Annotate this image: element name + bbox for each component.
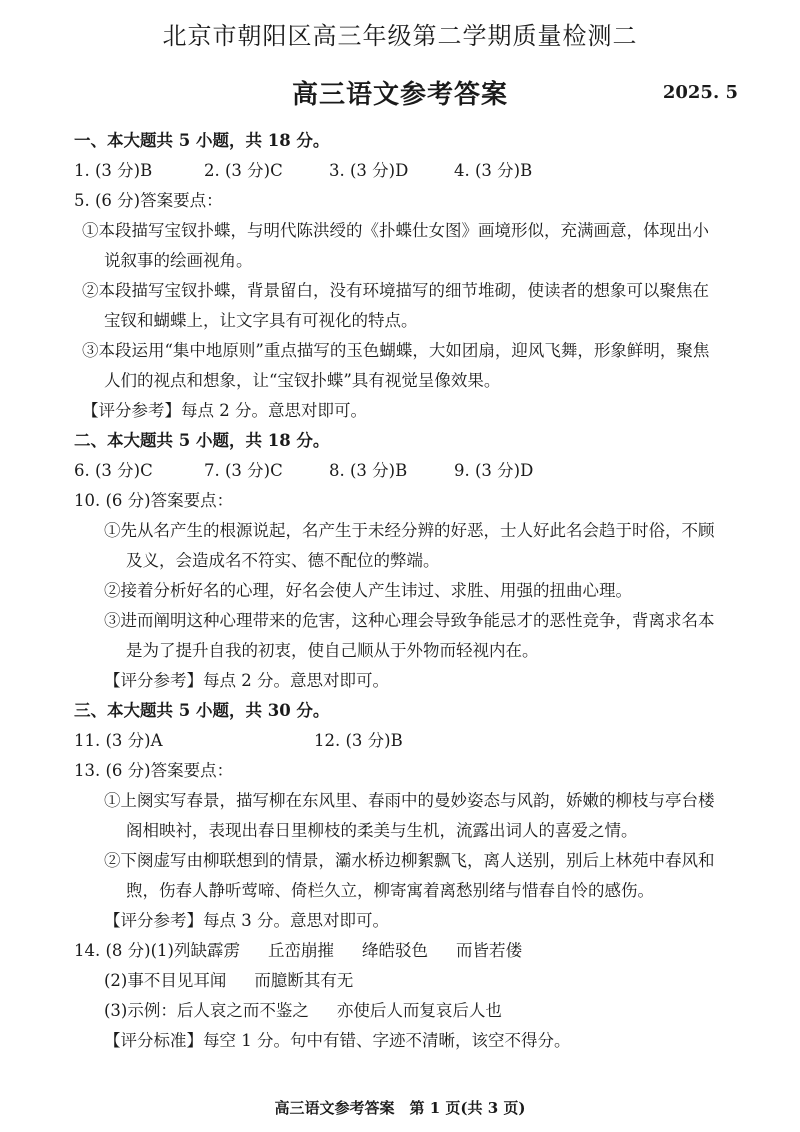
answer-q7: 7. (3 分)C [204, 461, 283, 480]
section-1-answers [74, 156, 768, 186]
q14-blank4: 而皆若偻 [455, 941, 522, 960]
answer-q6: 6. (3 分)C [74, 461, 153, 480]
q14-blank7: (3)示例：后人哀之而不鉴之 [104, 1001, 309, 1020]
q14-blank8: 亦使后人而复哀后人也 [336, 1001, 502, 1020]
answer-q3: 3. (3 分)D [329, 161, 409, 180]
section-1-title: 一、本大题共 5 小题，共 18 分。 [74, 131, 330, 150]
q5-heading: 5. (6 分)答案要点： [74, 191, 223, 210]
q10-point1-line1: ①先从名产生的根源说起，名产生于未经分辨的好恶，士人好此名会趋于时俗，不顾 [104, 521, 715, 540]
q13-scoring-note: 【评分参考】每点 3 分。意思对即可。 [104, 911, 389, 930]
q14-scoring-note: 【评分标准】每空 1 分。句中有错、字迹不清晰，该空不得分。 [104, 1031, 571, 1050]
q14-blank2: 丘峦崩摧 [267, 941, 334, 960]
q10-scoring-note: 【评分参考】每点 2 分。意思对即可。 [104, 671, 389, 690]
page-footer: 高三语文参考答案 第 1 页(共 3 页) [274, 1099, 526, 1117]
exam-title: 北京市朝阳区高三年级第二学期质量检测二 [162, 22, 638, 50]
answer-q12: 12. (3 分)B [314, 731, 403, 750]
q10-heading: 10. (6 分)答案要点： [74, 491, 234, 510]
q5-point2-line1: ②本段描写宝钗扑蝶，背景留白，没有环境描写的细节堆砌，使读者的想象可以聚焦在 [82, 281, 709, 300]
q5-point3-line1: ③本段运用“集中地原则”重点描写的玉色蝴蝶，大如团扇，迎风飞舞，形象鲜明，聚焦 [82, 341, 710, 360]
q14-blank3: 绛皓驳色 [361, 941, 428, 960]
q14-line1 [74, 936, 768, 966]
document-date: 2025. 5 [662, 82, 738, 103]
q13-point2-line1: ②下阕虚写由柳联想到的情景，灞水桥边柳絮飘飞，离人送别，别后上林苑中春风和 [104, 851, 715, 870]
answer-content [74, 126, 768, 1056]
answer-q11: 11. (3 分)A [74, 731, 163, 750]
answer-q8: 8. (3 分)B [329, 461, 408, 480]
q14-blank6: 而臆断其有无 [254, 971, 354, 990]
q10-point3-line2: 是为了提升自我的初衷，使自己顺从于外物而轻视内在。 [126, 641, 539, 660]
q14-heading: 14. (8 分)(1)列缺霹雳 [74, 941, 240, 960]
q14-blank5: (2)事不目见耳闻 [104, 971, 227, 990]
q13-point1-line1: ①上阕实写春景，描写柳在东风里、春雨中的曼妙姿态与风韵，娇嫩的柳枝与亭台楼 [104, 791, 715, 810]
answer-q4: 4. (3 分)B [454, 161, 533, 180]
section-3-answers [74, 726, 768, 756]
answer-q1: 1. (3 分)B [74, 161, 153, 180]
section-2-title: 二、本大题共 5 小题，共 18 分。 [74, 431, 330, 450]
q5-scoring-note: 【评分参考】每点 2 分。意思对即可。 [82, 401, 367, 420]
q14-line3 [74, 996, 768, 1026]
q10-point1-line2: 及义，会造成名不符实、德不配位的弊端。 [126, 551, 440, 570]
q10-point3-line1: ③进而阐明这种心理带来的危害，这种心理会导致争能忌才的恶性竞争，背离求名本 [104, 611, 715, 630]
q5-point1-line2: 说叙事的绘画视角。 [104, 251, 253, 270]
answer-q9: 9. (3 分)D [454, 461, 534, 480]
q13-point1-line2: 阁相映衬，表现出春日里柳枝的柔美与生机，流露出词人的喜爱之情。 [126, 821, 638, 840]
q10-point2: ②接着分析好名的心理，好名会使人产生讳过、求胜、用强的扭曲心理。 [104, 581, 632, 600]
q13-heading: 13. (6 分)答案要点： [74, 761, 234, 780]
q5-point1-line1: ①本段描写宝钗扑蝶，与明代陈洪绶的《扑蝶仕女图》画境形似，充满画意，体现出小 [82, 221, 709, 240]
q13-point2-line2: 煦，伤春人静听莺啼、倚栏久立，柳寄寓着离愁别绪与惜春自怜的感伤。 [126, 881, 654, 900]
q5-point3-line2: 人们的视点和想象，让“宝钗扑蝶”具有视觉呈像效果。 [104, 371, 501, 390]
section-3-title: 三、本大题共 5 小题，共 30 分。 [74, 701, 330, 720]
q5-point2-line2: 宝钗和蝴蝶上，让文字具有可视化的特点。 [104, 311, 418, 330]
q14-line2 [74, 966, 768, 996]
answer-q2: 2. (3 分)C [204, 161, 283, 180]
document-subtitle: 高三语文参考答案 [291, 80, 508, 110]
section-2-answers [74, 456, 768, 486]
